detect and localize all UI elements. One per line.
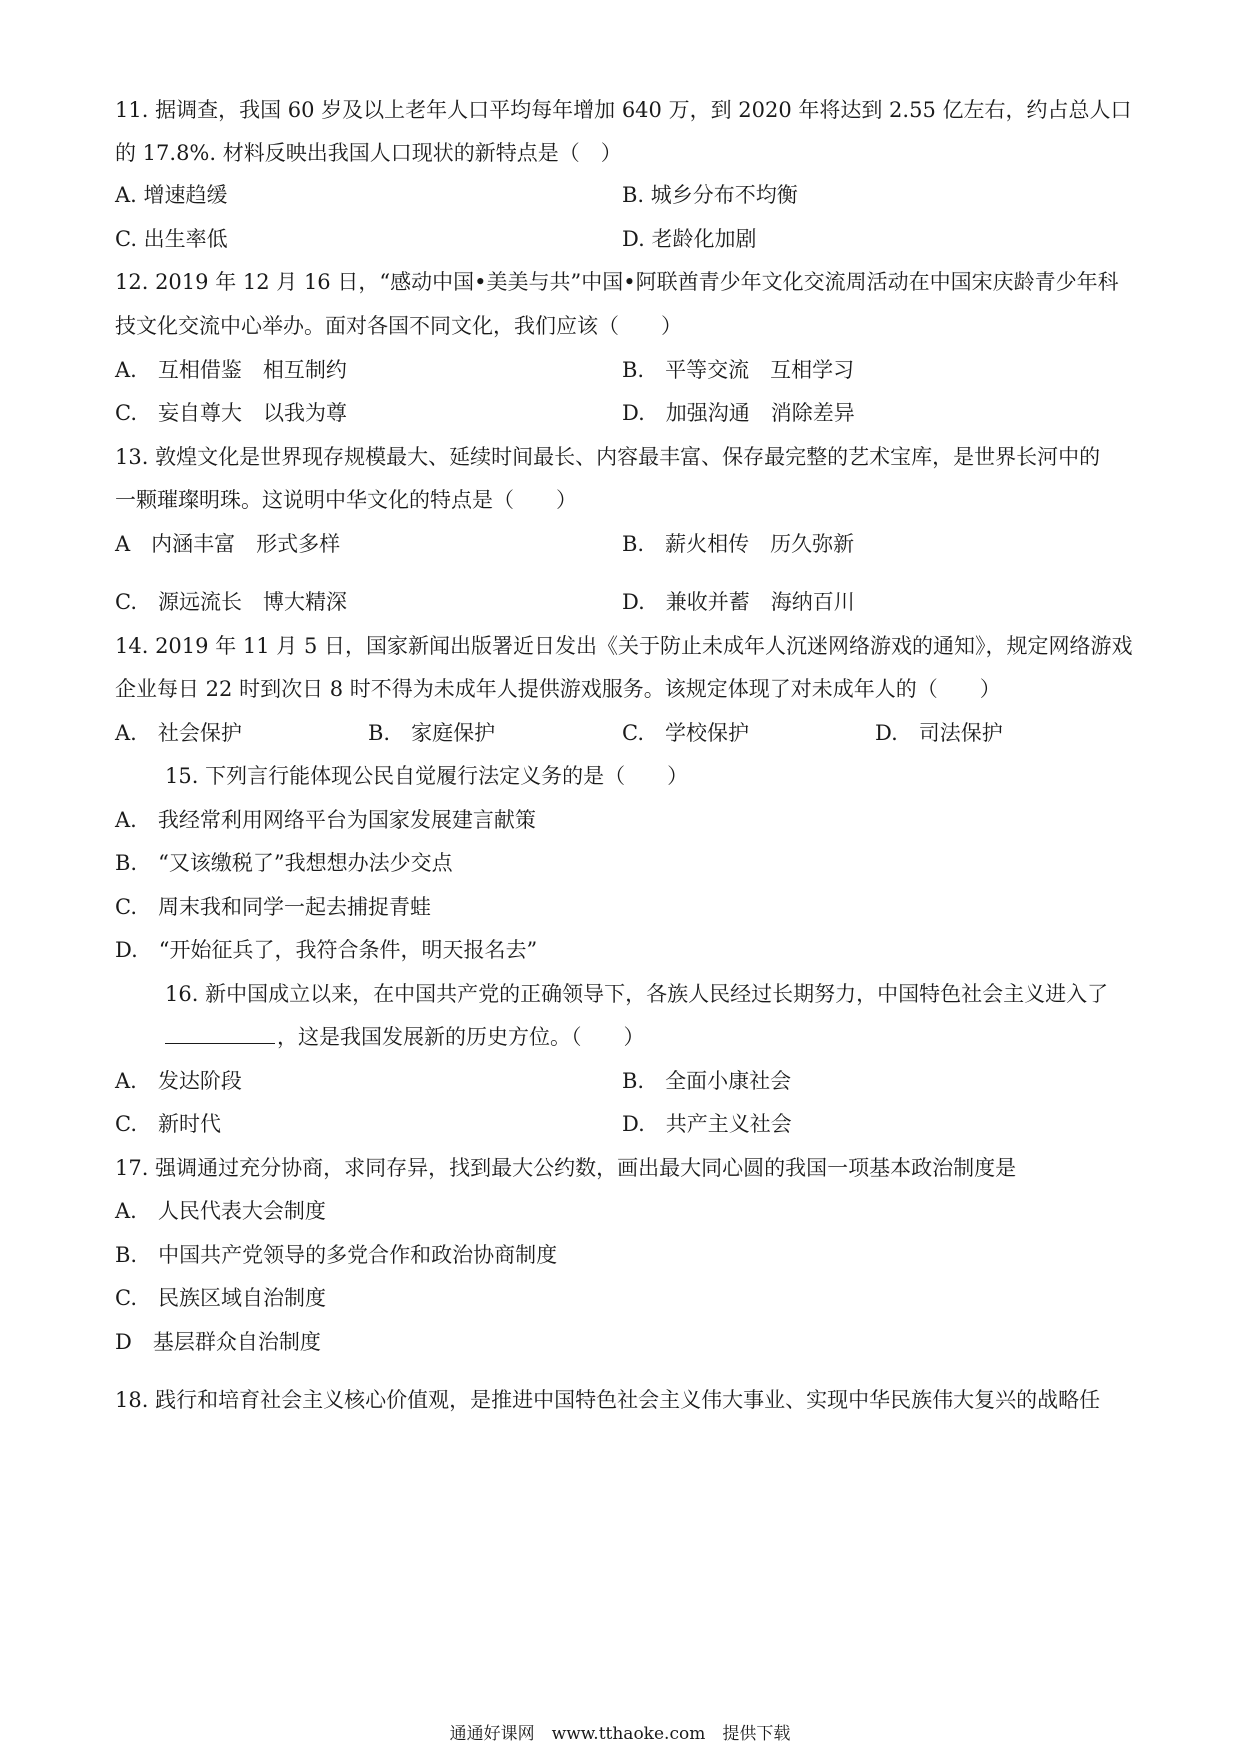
option-c: C. 妄自尊大 以我为尊 [115, 401, 347, 425]
question-18-line-1: 18. 践行和培育社会主义核心价值观，是推进中国特色社会主义伟大事业、实现中华民族伟大复兴的战略任 [115, 1388, 1101, 1412]
option-d: D. 老龄化加剧 [622, 227, 757, 251]
option-b: B. 全面小康社会 [622, 1069, 792, 1093]
question-17-option-a: A. 人民代表大会制度 [115, 1199, 326, 1223]
question-15-line-1: 15. 下列言行能体现公民自觉履行法定义务的是（ ） [165, 764, 689, 788]
option-d: D. 司法保护 [875, 721, 1003, 745]
option-b: B. 家庭保护 [368, 721, 496, 745]
question-11-options-row-2 [115, 224, 1130, 254]
question-15-option-c: C. 周末我和同学一起去捕捉青蛙 [115, 895, 431, 919]
question-17-option-d: D 基层群众自治制度 [115, 1330, 321, 1354]
option-b: B. 平等交流 互相学习 [622, 358, 855, 382]
question-14-line-1: 14. 2019 年 11 月 5 日，国家新闻出版署近日发出《关于防止未成年人沉迷网络游戏的通知》，规定网络游戏 [115, 634, 1133, 658]
option-a: A 内涵丰富 形式多样 [115, 532, 341, 556]
question-12-options-row-2 [115, 398, 1130, 428]
answer-blank [165, 1023, 275, 1044]
question-12-line-1: 12. 2019 年 12 月 16 日，“感动中国•美美与共”中国•阿联酋青少年文化交流周活动在中国宋庆龄青少年科 [115, 270, 1119, 294]
option-c: C. 新时代 [115, 1112, 221, 1136]
option-a: A. 增速趋缓 [115, 183, 228, 207]
option-d: D. 兼收并蓄 海纳百川 [622, 590, 855, 614]
question-13-options-row-1 [115, 529, 1130, 559]
question-12-line-2: 技文化交流中心举办。面对各国不同文化，我们应该（ ） [115, 314, 682, 338]
question-16-options-row-1 [115, 1066, 1130, 1096]
question-17-option-b: B. 中国共产党领导的多党合作和政治协商制度 [115, 1243, 558, 1267]
question-16-options-row-2 [115, 1109, 1130, 1139]
question-17-option-c: C. 民族区域自治制度 [115, 1286, 326, 1310]
question-14-line-2: 企业每日 22 时到次日 8 时不得为未成年人提供游戏服务。该规定体现了对未成年人的（ ） [115, 677, 1001, 701]
question-16-line-1: 16. 新中国成立以来，在中国共产党的正确领导下，各族人民经过长期努力，中国特色社会主义进入了 [165, 982, 1109, 1006]
question-15-option-b: B. “又该缴税了”我想想办法少交点 [115, 851, 453, 875]
question-13-line-1: 13. 敦煌文化是世界现存规模最大、延续时间最长、内容最丰富、保存最完整的艺术宝库，是世界长河中的 [115, 445, 1101, 469]
option-d: D. 加强沟通 消除差异 [622, 401, 855, 425]
question-15-option-d: D. “开始征兵了，我符合条件，明天报名去” [115, 938, 538, 962]
option-a: A. 发达阶段 [115, 1069, 242, 1093]
page-footer: 通通好课网 www.tthaoke.com 提供下载 [449, 1724, 791, 1744]
question-11-line-1: 11. 据调查，我国 60 岁及以上老年人口平均每年增加 640 万，到 2020 年将达到 2.55 亿左右，约占总人口 [115, 98, 1132, 122]
option-b: B. 城乡分布不均衡 [622, 183, 798, 207]
question-13-line-2: 一颗璀璨明珠。这说明中华文化的特点是（ ） [115, 488, 577, 512]
question-17-line-1: 17. 强调通过充分协商，求同存异，找到最大公约数，画出最大同心圆的我国一项基本政治制度是 [115, 1156, 1017, 1180]
question-14-options-row [115, 718, 1130, 748]
question-16-line-2 [165, 1022, 1180, 1052]
question-13-options-row-2 [115, 587, 1130, 617]
option-c: C. 学校保护 [622, 721, 749, 745]
option-a: A. 社会保护 [115, 721, 242, 745]
option-c: C. 源远流长 博大精深 [115, 590, 347, 614]
question-12-options-row-1 [115, 355, 1130, 385]
option-d: D. 共产主义社会 [622, 1112, 792, 1136]
question-15-option-a: A. 我经常利用网络平台为国家发展建言献策 [115, 808, 536, 832]
question-11-line-2: 的 17.8%. 材料反映出我国人口现状的新特点是（ ） [115, 141, 622, 165]
option-c: C. 出生率低 [115, 227, 228, 251]
question-11-options-row-1 [115, 180, 1130, 210]
option-b: B. 薪火相传 历久弥新 [622, 532, 855, 556]
question-16-line-2-text: ，这是我国发展新的历史方位。（ ） [277, 1025, 645, 1049]
option-a: A. 互相借鉴 相互制约 [115, 358, 347, 382]
